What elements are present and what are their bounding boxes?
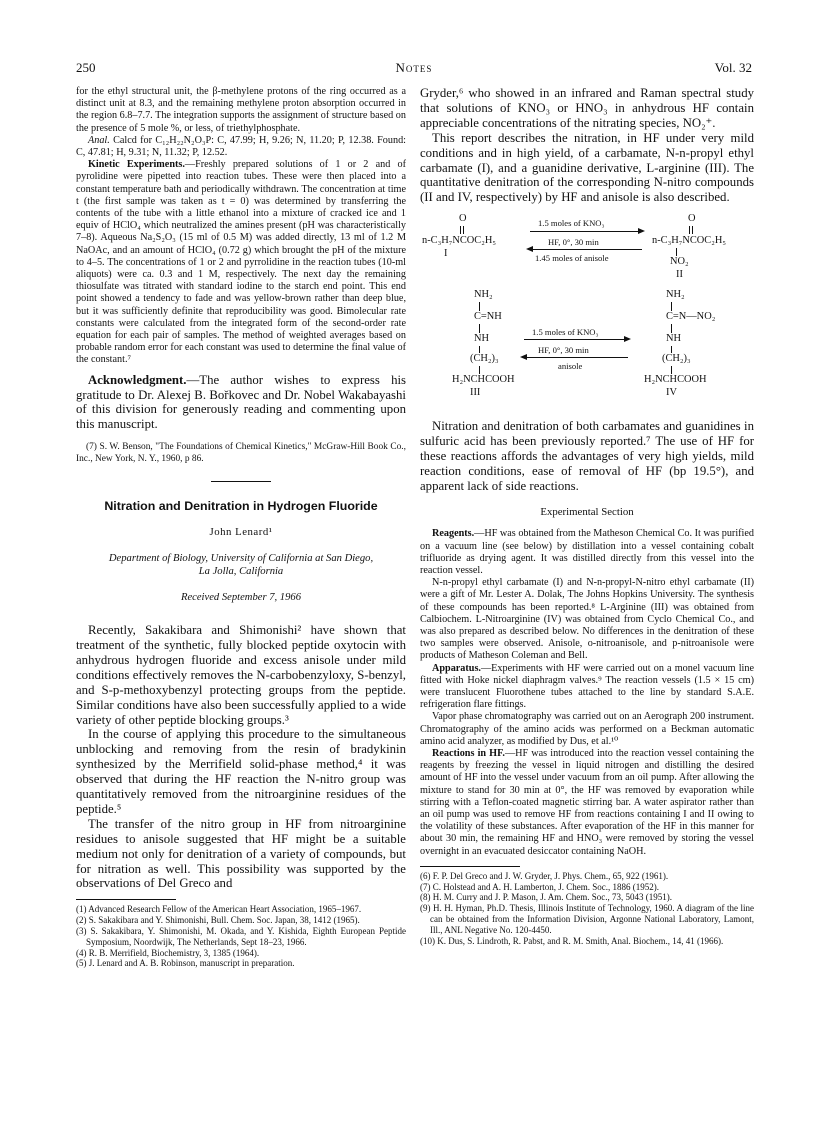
arrowhead-reverse-1 [526,246,533,252]
apparatus-label: Apparatus. [432,662,481,674]
reaction-scheme [420,211,754,447]
footnote-4: (4) R. B. Merrifield, Biochemistry, 3, 1385 (1964). [76,947,260,958]
page-number: 250 [76,60,96,75]
arrowhead-forward-2 [624,336,631,342]
condition-1-mid: HF, 0°, 30 min [548,237,599,248]
reverse-arrow-1 [530,249,642,250]
double-bond-left-a [460,226,461,234]
reagents-label: Reagents. [432,528,475,540]
footnotes-left [76,904,406,969]
amino-III: NH₂ [474,289,493,301]
carbonyl-o-left: O [459,213,467,225]
left-column [76,86,406,969]
methylene-III: (CH₂)₃ [470,353,499,365]
nh-IV: NH [666,333,682,345]
footnote-rule [76,899,176,900]
acknowledgment-label: Acknowledgment. [88,372,187,387]
apparatus-paragraph [420,663,754,712]
kinetic-paragraph [76,159,406,366]
label-IV: IV [666,387,677,399]
bond-III-1 [479,302,480,311]
reagents-text: —HF was obtained from the Matheson Chemical Co. It was purified on a vacuum line (see below) by distillation into a vessel containing cobalt trifluoride as drying agent. It was distilled directly from this vessel into the reaction vessel. [420,528,754,576]
double-bond-right-a [689,226,690,234]
body-paragraph-3: The transfer of the nitro group in HF from nitroarginine residues to anisole suggested that HF might be a suitable medium not only for denitration of a variety of compounds, but for nitration as well. This possibility was supported by the observations of Del Greco and [76,816,406,891]
arrowhead-forward-1 [638,228,645,234]
condition-2-top: 1.5 moles of KNO₃ [532,327,599,338]
footnote-2: (2) S. Sakakibara and Y. Shimonishi, Bull. Chem. Soc. Japan, 38, 1412 (1965). [76,915,360,926]
received-date: Received September 7, 1966 [180,592,301,604]
vpc-paragraph: Vapor phase chromatography was carried out on an Aerograph 200 instrument. Chromatography of the amino acids was performed on a Beckman automatic amino acid analyzer, as modified by Dus, et al.¹⁰ [420,711,754,747]
kinetic-label: Kinetic Experiments. [88,159,185,171]
volume-label: Vol. 32 [714,60,752,75]
forward-arrow-1 [530,231,642,232]
footnote-6: (6) F. P. Del Greco and J. W. Gryder, J. Phys. Chem., 65, 922 (1961). [420,870,669,881]
condition-2-mid: HF, 0°, 30 min [538,345,589,356]
reactions-label: Reactions in HF. [432,748,505,760]
bond-n-no2 [676,248,677,256]
affiliation-line-1: Department of Biology, University of California at San Diego, [108,552,374,564]
label-III: III [470,387,481,399]
bond-IV-3 [671,346,672,353]
article-title: Nitration and Denitration in Hydrogen Fluoride [104,498,378,513]
footnotes-right [420,871,754,947]
carbamate-II: n-C₃H₇NCOC₂H₅ [652,235,726,247]
double-bond-left-b [463,226,464,234]
acknowledgment-paragraph [76,373,406,433]
reactions-text: —HF was introduced into the reaction vessel containing the reagents by freezing the vessel in liquid nitrogen and distilling the desired amount of HF into the vessel under vacuum from an oil pump. After allowing the mixture to stand for 30 min at 0°, the HF was removed by evaporation while stirring with a Teflon-coated magnetic stirring bar. A water aspirator rather than an oil pump was used to remove HF from reactions containing I and II owing to the volatility of these substances. After evaporation of the HF in this manner for about 30 min, the remaining HF and HNO₃ were removed by storing the vessel overnight in an evacuated desiccator containing NaOH. [420,748,754,857]
label-I: I [444,248,448,260]
analysis-text: Calcd for C₁₂H₂₂N₂O₃P: C, 47.99; H, 9.26; N, 11.20; P, 12.38. Found: C, 47.81; H, 9.31; N, 11.32; P, 12.52. [76,134,407,159]
author: John Lenard¹ [209,526,273,539]
affiliation-line-2: La Jolla, California [198,565,284,577]
reagents-paragraph-2: N-n-propyl ethyl carbamate (I) and N-n-propyl-N-nitro ethyl carbamate (II) were a gift of Mr. Lester A. Dolak, The Johns Hopkins University. The synthesis of these compounds has been reported.⁸ L-Arginine (III) was obtained from Calbiochem. L-Nitroarginine (IV) was obtained from Cyclo Chemical Co., and was also prepared as described below. No differences in the denitration of these two samples were observed. Anisole, o-nitroanisole, and p-nitroanisole were products of Matheson Coleman and Bell. [420,577,754,662]
analysis-label: Anal. [88,134,110,146]
bond-IV-4 [671,366,672,374]
experimental-section-title: Experimental Section [540,505,634,518]
condition-2-bottom: anisole [558,361,583,372]
running-head [76,60,752,78]
section-divider [211,481,271,482]
double-bond-right-b [692,226,693,234]
arrowhead-reverse-2 [520,354,527,360]
condition-1-bottom: 1.45 moles of anisole [535,253,609,264]
bond-III-3 [479,346,480,353]
imine-III: C=NH [474,311,502,323]
intro-paragraph-2: This report describes the nitration, in HF under very mild conditions and in high yield, of a carbamate, N-n-propyl ethyl carbamate (I), and a guanidine derivative, L-arginine (III). The quantitative denitration of the corresponding N-nitro compounds (II and IV, respectively) by HF and anisole is also described. [420,130,754,205]
label-II: II [676,269,683,281]
footnote-9: (9) H. H. Hyman, Ph.D. Thesis, Illinois Institute of Technology, 1960. A diagram of the line can be obtained from the Information Division, Argonne National Laboratory, Lamont, Ill., ANL Negative No. 120-4450. [420,903,754,935]
reactions-paragraph [420,748,754,858]
footnote-rule-right [420,866,520,867]
footnote-7: (7) S. W. Benson, "The Foundations of Chemical Kinetics," McGraw-Hill Book Co., Inc., New York, N. Y., 1960, p 86. [76,442,406,464]
footnote-3: (3) S. Sakakibara, Y. Shimonishi, M. Okada, and Y. Kishida, Eighth European Peptide Symposium, Noordwijk, The Netherlands, Sept 18–23, 1966. [76,925,406,947]
footnote-1: (1) Advanced Research Fellow of the American Heart Association, 1965–1967. [76,904,362,915]
aminoacid-IV: H₂NCHCOOH [644,374,707,386]
intro-paragraph-1: Gryder,⁶ who showed in an infrared and Raman spectral study that solutions of KNO₃ or HNO₃ in anhydrous HF contain appreciable concentrations of the nitrating species, NO₂⁺. [420,86,754,130]
aminoacid-III: H₂NCHCOOH [452,374,515,386]
acknowledgment-text: —The author wishes to express his gratitude to Dr. Alexej B. Bořkovec and Dr. Nobel Wakabayashi of this division for generously reading and commenting upon this manuscript. [76,372,406,432]
footnote-7-ref: (7) C. Holstead and A. H. Lamberton, J. Chem. Soc., 1886 (1952). [420,881,659,892]
methylene-IV: (CH₂)₃ [662,353,691,365]
amino-IV: NH₂ [666,289,685,301]
bond-III-2 [479,324,480,333]
carbamate-I: n-C₃H₇NCOC₂H₅ [422,235,496,247]
reverse-arrow-2 [524,357,628,358]
condition-1-top: 1.5 moles of KNO₃ [538,218,605,229]
nitro-group-II: NO₂ [670,256,689,268]
bond-IV-1 [671,302,672,311]
bond-IV-2 [671,324,672,333]
footnote-5: (5) J. Lenard and A. B. Robinson, manuscript in preparation. [76,958,295,969]
right-column [420,86,754,946]
nitroimine-IV: C=N—NO₂ [666,311,716,323]
footnote-8: (8) H. M. Curry and J. P. Mason, J. Am. Chem. Soc., 73, 5043 (1951). [420,892,672,903]
body-paragraph-1: Recently, Sakakibara and Shimonishi² have shown that treatment of the synthetic, fully blocked peptide oxytocin with anhydrous hydrogen fluoride and excess anisole under mild conditions effectively removes the N-carbobenzyloxy, S-benzyl, and S-p-methoxybenzyl protecting groups from the peptide. Similar conditions have also been successfully applied to a wide variety of other peptide blocking groups.³ [76,623,406,727]
body-paragraph-2: In the course of applying this procedure to the simultaneous unblocking and removing from the resin of bradykinin synthesized by the Merrifield solid-phase method,⁴ it was observed that during the HF reaction the N-nitro group was quantitatively removed from the nitroarginine residues of the peptide.⁵ [76,727,406,816]
running-title: Notes [395,60,433,75]
nmr-paragraph: for the ethyl structural unit, the β-methylene protons of the ring occurred as a distinct unit at 8.3, and the remaining methylene proton absorption occurred in the region 6.8–7.7. The integration supports the assignment of structure based on the presence of 5 mole %, or less, of triethylphosphate. [76,86,406,134]
apparatus-text: —Experiments with HF were carried out on a monel vacuum line fitted with Hoke nickel diaphragm valves.⁹ The reaction vessels (1.5 × 15 cm) were translucent Fluorothene tubes attached to the line by standard S.A.E. refrigeration flare fittings. [420,662,754,711]
kinetic-text: —Freshly prepared solutions of 1 or 2 and of pyrolidine were pipetted into reaction tubes. These were then placed into a constant temperature bath and periodically withdrawn. The concentration at time t (the first sample was taken as t = 0) was determined by transferring the contents of the tube with a little ethanol into a mixture of cracked ice and 1 equiv of HClO₄ which neutralized the amines present (pH was characteristically 7–8). Aqueous Na₂S₂O₃ (15 ml of 0.5 M) was added directly, 13 ml of 1.2 M NaOAc, and an amount of HClO₄ (0.72 g) which brought the pH of the mixture to 4–5. The concentrations of 1 or 2 and pyrrolidine in the reaction tubes (10-ml aliquots) were ca. 0.3 and 1 M, respectively. The next day the remaining thiosulfate was titrated with standard iodine to the starch end point. This end point showed a tendency to fade and was yellow-brown rather than deep blue, but it was sufficiently definite that reproducibility was good. Bimolecular rate constants were calculated from the integrated form of the second-order rate equation for each pair of samples. The method of weighted averages based on probable random error for each constant was used to determine the final value of the constant.⁷ [76,159,406,366]
nh-III: NH [474,333,490,345]
analysis-paragraph [76,135,406,159]
bond-III-4 [479,366,480,374]
forward-arrow-2 [524,339,628,340]
reagents-paragraph [420,528,754,577]
carbonyl-o-right: O [688,213,696,225]
footnote-10: (10) K. Dus, S. Lindroth, R. Pabst, and R. M. Smith, Anal. Biochem., 14, 41 (1966). [420,935,724,946]
affiliation [76,553,406,579]
nitration-paragraph: Nitration and denitration of both carbamates and guanidines in sulfuric acid has been previously reported.⁷ The use of HF for these reactions affords the advantages of very high yields, mild reaction conditions, ease of removal of HF (bp 19.5°), and apparent lack of side reactions. [420,419,754,493]
